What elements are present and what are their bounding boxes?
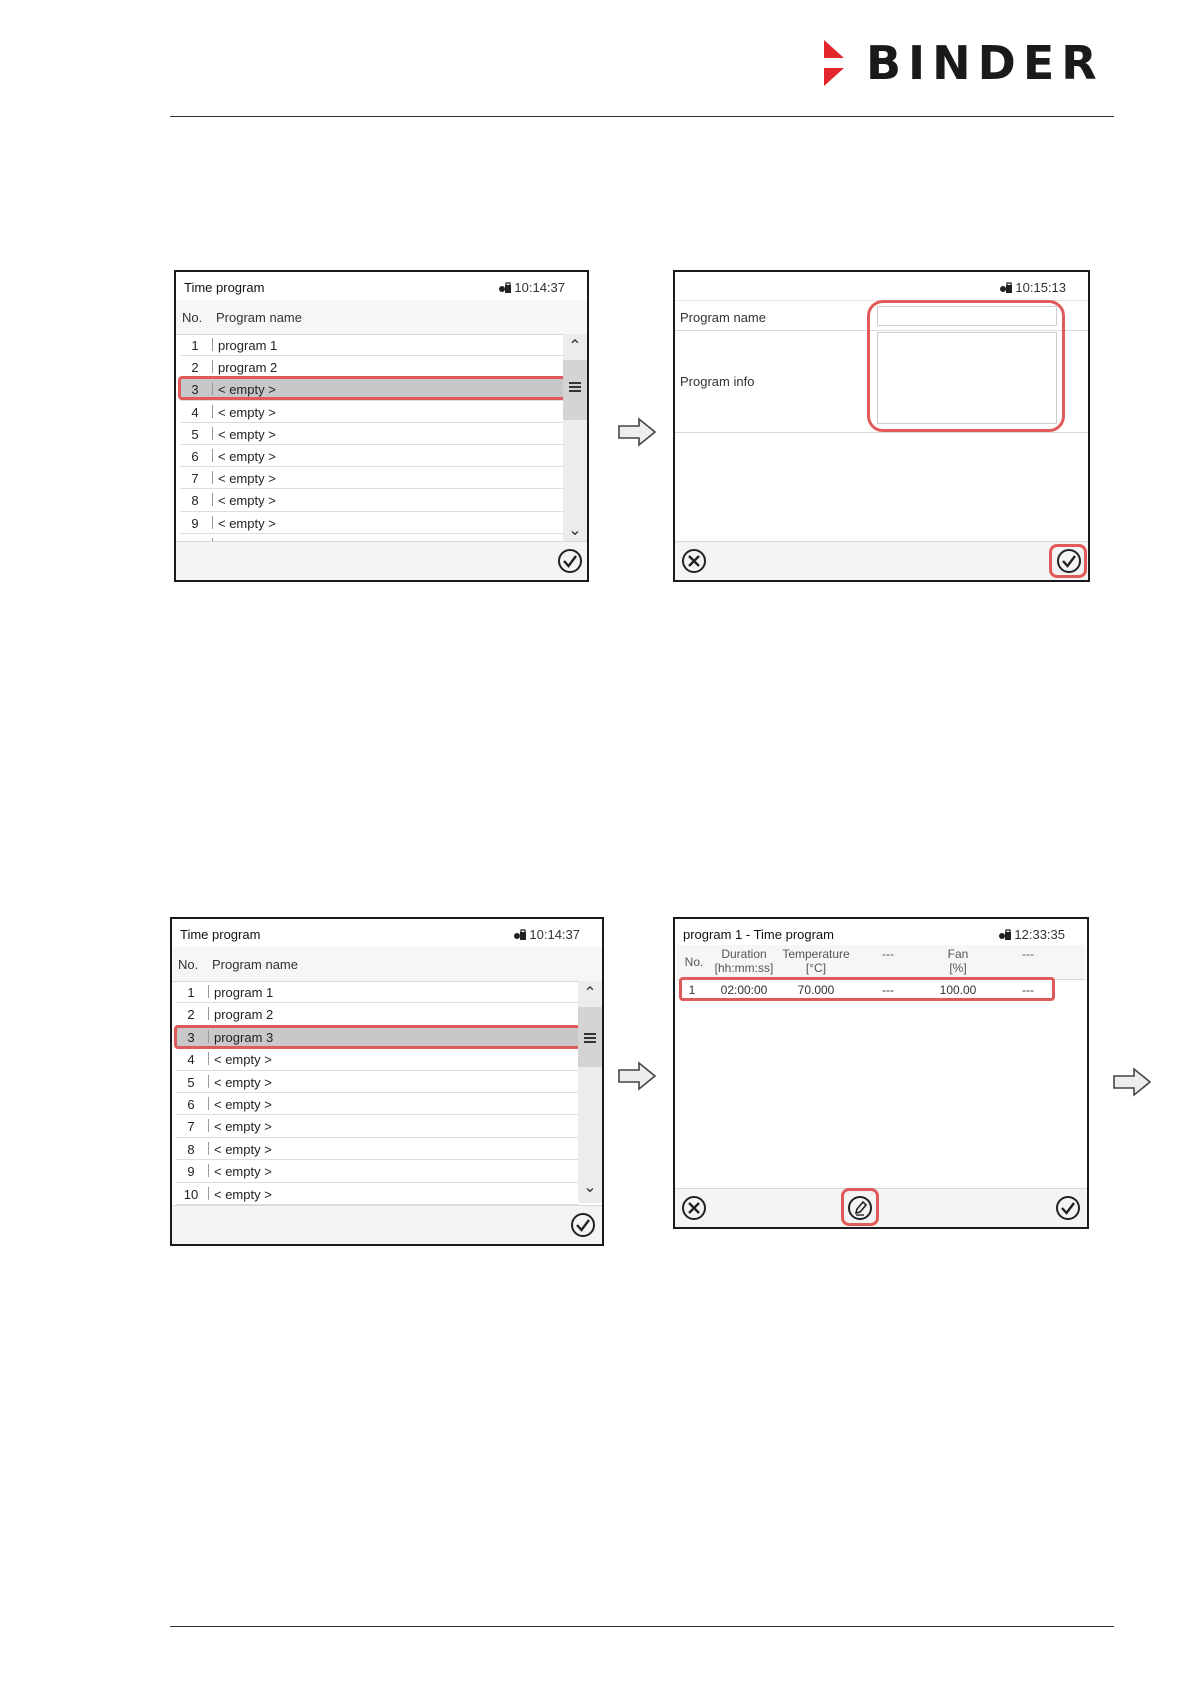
col-no: No. xyxy=(182,310,203,325)
selection-highlight xyxy=(174,1025,581,1049)
clock-time: 10:15:13 xyxy=(1015,280,1066,295)
clock xyxy=(999,280,1066,295)
col-name: Program name xyxy=(216,310,302,325)
row-no: 2 xyxy=(187,1007,195,1023)
row-divider xyxy=(212,471,213,484)
close-circle-icon[interactable] xyxy=(681,548,707,574)
row-no: 5 xyxy=(191,426,199,442)
titlebar xyxy=(675,272,1088,301)
row-name: < empty > xyxy=(214,1119,272,1135)
row-no: 4 xyxy=(191,404,199,420)
chevron-up-icon[interactable]: ⌃ xyxy=(583,985,597,1002)
binder-logo xyxy=(822,36,1114,90)
row-no: 9 xyxy=(187,1164,195,1180)
row-no: 1 xyxy=(187,985,195,1000)
screen-program-editor xyxy=(673,917,1089,1229)
row-divider xyxy=(208,1007,209,1020)
clock xyxy=(513,927,580,942)
chevron-up-icon[interactable]: ⌃ xyxy=(568,338,582,355)
row-divider xyxy=(208,985,209,998)
list-item[interactable] xyxy=(180,445,565,467)
cell-no: 1 xyxy=(688,983,696,997)
row-name: < empty > xyxy=(218,515,276,531)
row-name: program 2 xyxy=(218,360,278,376)
col-no: No. xyxy=(684,955,704,969)
list-item[interactable] xyxy=(176,1071,578,1093)
row-name: < empty > xyxy=(218,493,276,509)
list-item[interactable] xyxy=(176,1160,578,1182)
brand-name: BINDER xyxy=(866,36,1104,90)
lock-icon xyxy=(513,929,527,941)
row-name: < empty > xyxy=(218,404,276,420)
list-item[interactable] xyxy=(180,334,565,356)
screen-title: Time program xyxy=(184,280,265,295)
row-name: < empty > xyxy=(214,1074,272,1090)
row-name: program 2 xyxy=(214,1007,274,1023)
row-divider xyxy=(208,1187,209,1200)
row-divider xyxy=(208,1119,209,1132)
row-divider xyxy=(212,427,213,440)
checkmark-circle-icon[interactable] xyxy=(570,1212,596,1238)
selection-highlight xyxy=(178,376,568,400)
input-highlight xyxy=(867,300,1065,432)
column-header xyxy=(176,300,587,335)
footer-bar xyxy=(675,1188,1087,1227)
cell-temperature: 70.000 xyxy=(797,983,835,997)
menu-icon xyxy=(584,1033,596,1043)
col-duration: Duration xyxy=(721,947,767,961)
list-item[interactable] xyxy=(176,1183,578,1205)
row-name: < empty > xyxy=(218,448,276,464)
row-name: program 1 xyxy=(214,985,274,1000)
titlebar xyxy=(176,272,587,301)
footer-bar xyxy=(172,1205,602,1244)
row-no: 1 xyxy=(191,338,199,353)
row-divider xyxy=(208,1097,209,1110)
row-divider xyxy=(212,405,213,418)
divider xyxy=(675,432,1088,433)
table-header xyxy=(677,945,1085,980)
checkmark-circle-icon[interactable] xyxy=(557,548,583,574)
row-highlight xyxy=(679,977,1055,1001)
row-no: 3 xyxy=(187,1029,195,1045)
col-fan-unit: [%] xyxy=(949,961,967,975)
footer-rule xyxy=(170,1626,1114,1627)
col-temperature-unit: [°C] xyxy=(805,961,827,975)
row-name: < empty > xyxy=(218,471,276,487)
list-item[interactable] xyxy=(176,1003,578,1025)
row-divider xyxy=(212,449,213,462)
list-item[interactable] xyxy=(176,1048,578,1070)
cell-unused-3: --- xyxy=(882,983,894,997)
titlebar xyxy=(172,919,602,948)
program-info-label: Program info xyxy=(680,374,755,389)
footer-bar xyxy=(675,541,1088,580)
list-item[interactable] xyxy=(180,512,565,534)
scroll-thumb[interactable] xyxy=(563,360,587,420)
row-no: 10 xyxy=(183,1186,199,1202)
binder-logo-mark xyxy=(822,36,862,90)
col-fan: Fan xyxy=(947,947,969,961)
scroll-thumb[interactable] xyxy=(578,1007,602,1067)
col-duration-unit: [hh:mm:ss] xyxy=(714,961,774,975)
row-name: < empty > xyxy=(214,1052,272,1068)
row-name: < empty > xyxy=(218,426,276,442)
col-unused-3: --- xyxy=(882,947,894,961)
screen-time-program-list-updated xyxy=(170,917,604,1246)
program-list xyxy=(180,334,565,556)
edit-highlight xyxy=(841,1188,879,1226)
menu-icon xyxy=(569,382,581,392)
row-divider xyxy=(208,1075,209,1088)
titlebar xyxy=(675,919,1087,947)
screen-title: program 1 - Time program xyxy=(683,927,834,942)
arrow-right-icon xyxy=(1112,1066,1152,1098)
list-item[interactable] xyxy=(180,423,565,445)
row-divider xyxy=(212,516,213,529)
row-name: program 3 xyxy=(214,1029,274,1045)
row-no: 3 xyxy=(191,382,199,398)
cell-unused-5: --- xyxy=(1022,983,1034,997)
row-no: 7 xyxy=(187,1119,195,1135)
lock-icon xyxy=(498,282,512,294)
row-no: 6 xyxy=(191,448,199,464)
screen-time-program-list xyxy=(174,270,589,582)
row-name: program 1 xyxy=(218,338,278,353)
cell-fan: 100.00 xyxy=(939,983,977,997)
list-item[interactable] xyxy=(180,489,565,511)
row-no: 6 xyxy=(187,1096,195,1112)
row-divider xyxy=(212,493,213,506)
scrollbar[interactable] xyxy=(563,334,587,546)
clock-time: 10:14:37 xyxy=(529,927,580,942)
column-header xyxy=(172,947,602,982)
header-rule xyxy=(170,116,1114,117)
lock-icon xyxy=(999,282,1013,294)
col-no: No. xyxy=(178,957,199,972)
screen-title: Time program xyxy=(180,927,261,942)
checkmark-circle-icon[interactable] xyxy=(1055,1195,1081,1221)
row-divider xyxy=(208,1052,209,1065)
list-item[interactable] xyxy=(180,401,565,423)
col-name: Program name xyxy=(212,957,298,972)
row-name: < empty > xyxy=(214,1164,272,1180)
row-name: < empty > xyxy=(214,1186,272,1202)
arrow-right-icon xyxy=(617,416,657,448)
col-unused-5: --- xyxy=(1022,947,1034,961)
row-name: < empty > xyxy=(214,1141,272,1157)
list-item[interactable] xyxy=(176,1138,578,1160)
list-item[interactable] xyxy=(176,1115,578,1137)
arrow-right-icon xyxy=(617,1060,657,1092)
close-circle-icon[interactable] xyxy=(681,1195,707,1221)
footer-bar xyxy=(176,541,587,580)
chevron-down-icon[interactable]: ⌄ xyxy=(568,522,582,539)
clock-time: 10:14:37 xyxy=(514,280,565,295)
row-no: 7 xyxy=(191,471,199,487)
list-item[interactable] xyxy=(176,1093,578,1115)
row-divider xyxy=(208,1164,209,1177)
scrollbar[interactable] xyxy=(578,981,602,1203)
row-no: 8 xyxy=(187,1141,195,1157)
row-divider xyxy=(212,360,213,373)
screen-program-name-entry xyxy=(673,270,1090,582)
confirm-highlight xyxy=(1049,544,1087,578)
clock xyxy=(998,927,1065,942)
lock-icon xyxy=(998,929,1012,941)
row-divider xyxy=(212,338,213,351)
row-divider xyxy=(208,1142,209,1155)
row-no: 9 xyxy=(191,515,199,531)
row-no: 2 xyxy=(191,360,199,376)
row-no: 4 xyxy=(187,1052,195,1068)
program-list xyxy=(176,981,578,1205)
clock-time: 12:33:35 xyxy=(1014,927,1065,942)
col-temperature: Temperature xyxy=(782,947,850,961)
row-name: < empty > xyxy=(218,382,276,398)
row-no: 8 xyxy=(191,493,199,509)
list-item[interactable] xyxy=(180,467,565,489)
cell-duration: 02:00:00 xyxy=(720,983,768,997)
row-name: < empty > xyxy=(214,1096,272,1112)
list-item[interactable] xyxy=(176,981,578,1003)
program-name-label: Program name xyxy=(680,310,766,325)
chevron-down-icon[interactable]: ⌄ xyxy=(583,1179,597,1196)
clock xyxy=(498,280,565,295)
row-no: 5 xyxy=(187,1074,195,1090)
